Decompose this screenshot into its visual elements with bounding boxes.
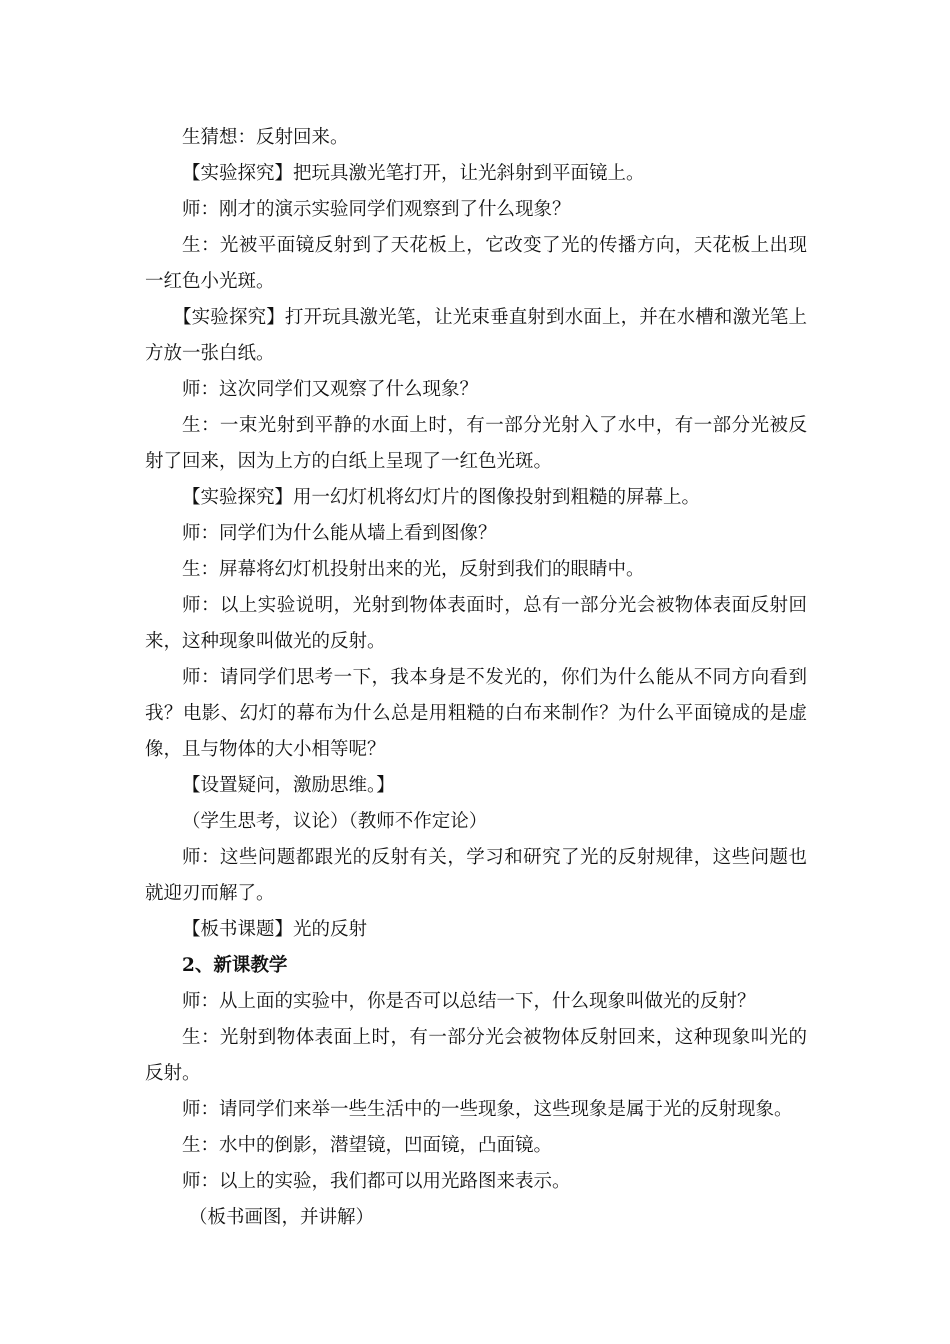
paragraph-teacher-ray-diagram: 师：以上的实验，我们都可以用光路图来表示。 xyxy=(182,1171,571,1192)
paragraph-student-guess: 生猜想：反射回来。 xyxy=(182,127,349,148)
paragraph-teacher-request: 师：请同学们来举一些生活中的一些现象，这些现象是属于光的反射现象。 xyxy=(182,1099,793,1120)
paragraph-experiment-3: 【实验探究】用一幻灯机将幻灯片的图像投射到粗糙的屏幕上。 xyxy=(182,487,701,508)
paragraph-student-answer-4: 生：光射到物体表面上时，有一部分光会被物体反射回来，这种现象叫光的反射。 xyxy=(145,1027,807,1084)
paragraph-student-discussion: （学生思考，议论）（教师不作定论） xyxy=(182,811,488,832)
paragraph-teacher-questions: 师：请同学们思考一下，我本身是不发光的，你们为什么能从不同方向看到我？电影、幻灯的幕布为什么总是用粗糙的白布来制作？为什么平面镜成的是虚像，且与物体的大小相等呢？ xyxy=(145,667,807,760)
paragraph-teacher-question-1: 师：刚才的演示实验同学们观察到了什么现象？ xyxy=(182,199,571,220)
paragraph-experiment-1: 【实验探究】把玩具激光笔打开，让光斜射到平面镜上。 xyxy=(182,163,645,184)
paragraph-teacher-question-3: 师：同学们为什么能从墙上看到图像？ xyxy=(182,523,497,544)
paragraph-student-examples: 生：水中的倒影，潜望镜，凹面镜，凸面镜。 xyxy=(182,1135,553,1156)
paragraph-student-answer-2: 生：一束光射到平静的水面上时，有一部分光射入了水中，有一部分光被反射了回来，因为上方的白纸上呈现了一红色光斑。 xyxy=(145,415,807,472)
paragraph-teacher-question-4: 师：从上面的实验中，你是否可以总结一下，什么现象叫做光的反射？ xyxy=(182,991,756,1012)
paragraph-student-answer-1: 生：光被平面镜反射到了天花板上，它改变了光的传播方向，天花板上出现一红色小光斑。 xyxy=(145,235,807,292)
paragraph-student-answer-3: 生：屏幕将幻灯机投射出来的光，反射到我们的眼睛中。 xyxy=(182,559,645,580)
paragraph-teacher-explanation: 师：以上实验说明，光射到物体表面时，总有一部分光会被物体表面反射回来，这种现象叫做光的反射。 xyxy=(145,595,807,652)
document-body xyxy=(145,120,807,1236)
paragraph-set-question: 【设置疑问，激励思维。】 xyxy=(182,775,395,796)
paragraph-board-title: 【板书课题】光的反射 xyxy=(182,919,368,940)
paragraph-teacher-question-2: 师：这次同学们又观察了什么现象？ xyxy=(182,379,479,400)
paragraph-experiment-2: 【实验探究】打开玩具激光笔，让光束垂直射到水面上，并在水槽和激光笔上方放一张白纸。 xyxy=(145,307,807,364)
section-heading-new-lesson: 2、新课教学 xyxy=(182,955,288,976)
paragraph-teacher-summary: 师：这些问题都跟光的反射有关，学习和研究了光的反射规律，这些问题也就迎刃而解了。 xyxy=(145,847,807,904)
paragraph-board-drawing: （板书画图，并讲解） xyxy=(189,1207,375,1228)
